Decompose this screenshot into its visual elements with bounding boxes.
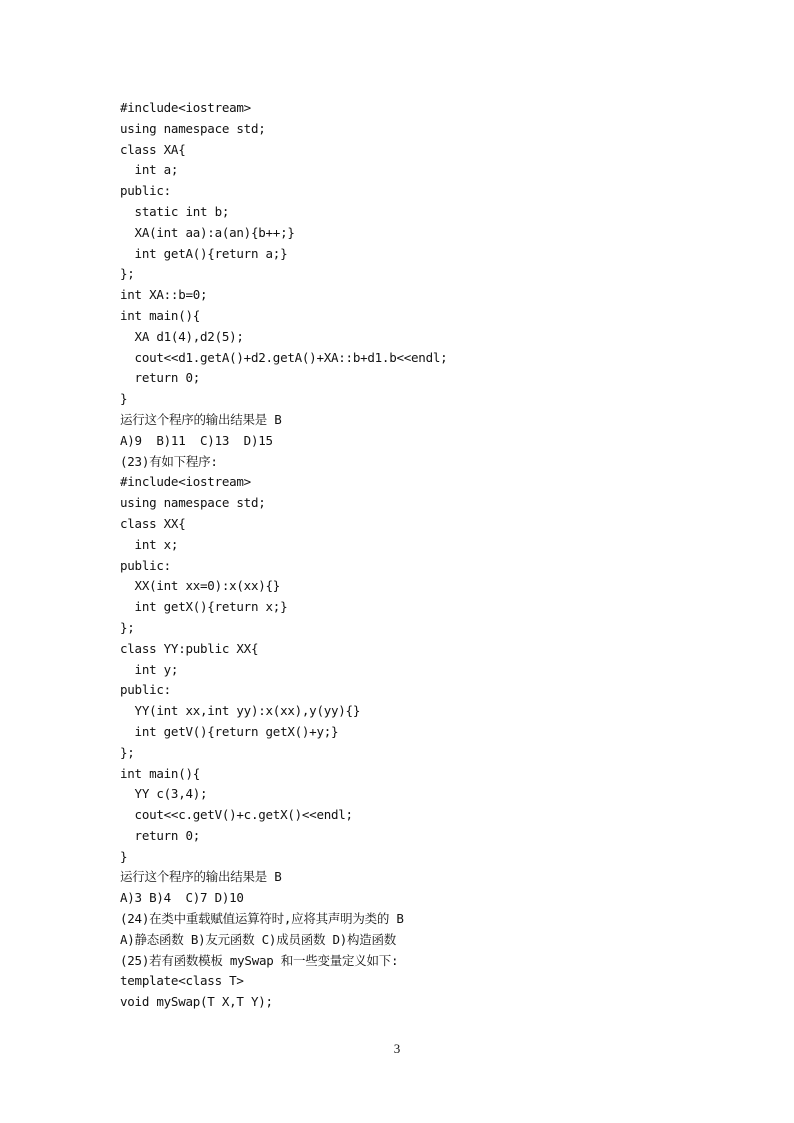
text-line: }; [120, 266, 135, 282]
text-line: return 0; [120, 370, 201, 386]
text-line: A)3 B)4 C)7 D)10 [120, 890, 244, 906]
text-line: using namespace std; [120, 495, 266, 511]
text-line: void mySwap(T X,T Y); [120, 994, 273, 1010]
text-line: int getV(){return getX()+y;} [120, 723, 339, 739]
text-line: cout<<c.getV()+c.getX()<<endl; [120, 807, 353, 823]
text-line: public: [120, 682, 171, 698]
text-line: YY c(3,4); [120, 786, 208, 802]
text-line: using namespace std; [120, 120, 266, 136]
text-line: int getX(){return x;} [120, 599, 288, 615]
text-line: (23)有如下程序: [120, 453, 218, 469]
text-line: (25)若有函数模板 mySwap 和一些变量定义如下: [120, 952, 399, 968]
text-line: static int b; [120, 203, 230, 219]
text-line: }; [120, 744, 135, 760]
text-line: YY(int xx,int yy):x(xx),y(yy){} [120, 703, 361, 719]
text-line: int XA::b=0; [120, 287, 208, 303]
text-line: public: [120, 183, 171, 199]
text-line: class XX{ [120, 515, 186, 531]
text-line: (24)在类中重载赋值运算符时,应将其声明为类的 B [120, 911, 404, 927]
page-number: 3 [393, 1041, 401, 1056]
text-line: XA(int aa):a(an){b++;} [120, 224, 295, 240]
text-line: template<class T> [120, 973, 244, 989]
text-line: cout<<d1.getA()+d2.getA()+XA::b+d1.b<<endl; [120, 349, 448, 365]
text-line: #include<iostream> [120, 100, 251, 115]
text-line: } [120, 391, 128, 407]
text-line: int main(){ [120, 307, 201, 323]
document-body [120, 98, 740, 1013]
text-line: int x; [120, 536, 179, 552]
text-line: int a; [120, 162, 179, 178]
text-line: XX(int xx=0):x(xx){} [120, 578, 281, 594]
text-line: XA d1(4),d2(5); [120, 328, 244, 344]
text-line: 运行这个程序的输出结果是 B [120, 869, 282, 885]
text-line: #include<iostream> [120, 474, 251, 490]
text-line: 运行这个程序的输出结果是 B [120, 411, 282, 427]
text-line: int main(){ [120, 765, 201, 781]
text-line: class XA{ [120, 141, 186, 157]
text-line: A)9 B)11 C)13 D)15 [120, 432, 273, 448]
text-line: return 0; [120, 827, 201, 843]
text-line: }; [120, 619, 135, 635]
text-line: A)静态函数 B)友元函数 C)成员函数 D)构造函数 [120, 931, 397, 947]
text-line: } [120, 848, 128, 864]
text-line: public: [120, 557, 171, 573]
text-line: int getA(){return a;} [120, 245, 288, 261]
text-line: int y; [120, 661, 179, 677]
text-line: class YY:public XX{ [120, 640, 259, 656]
